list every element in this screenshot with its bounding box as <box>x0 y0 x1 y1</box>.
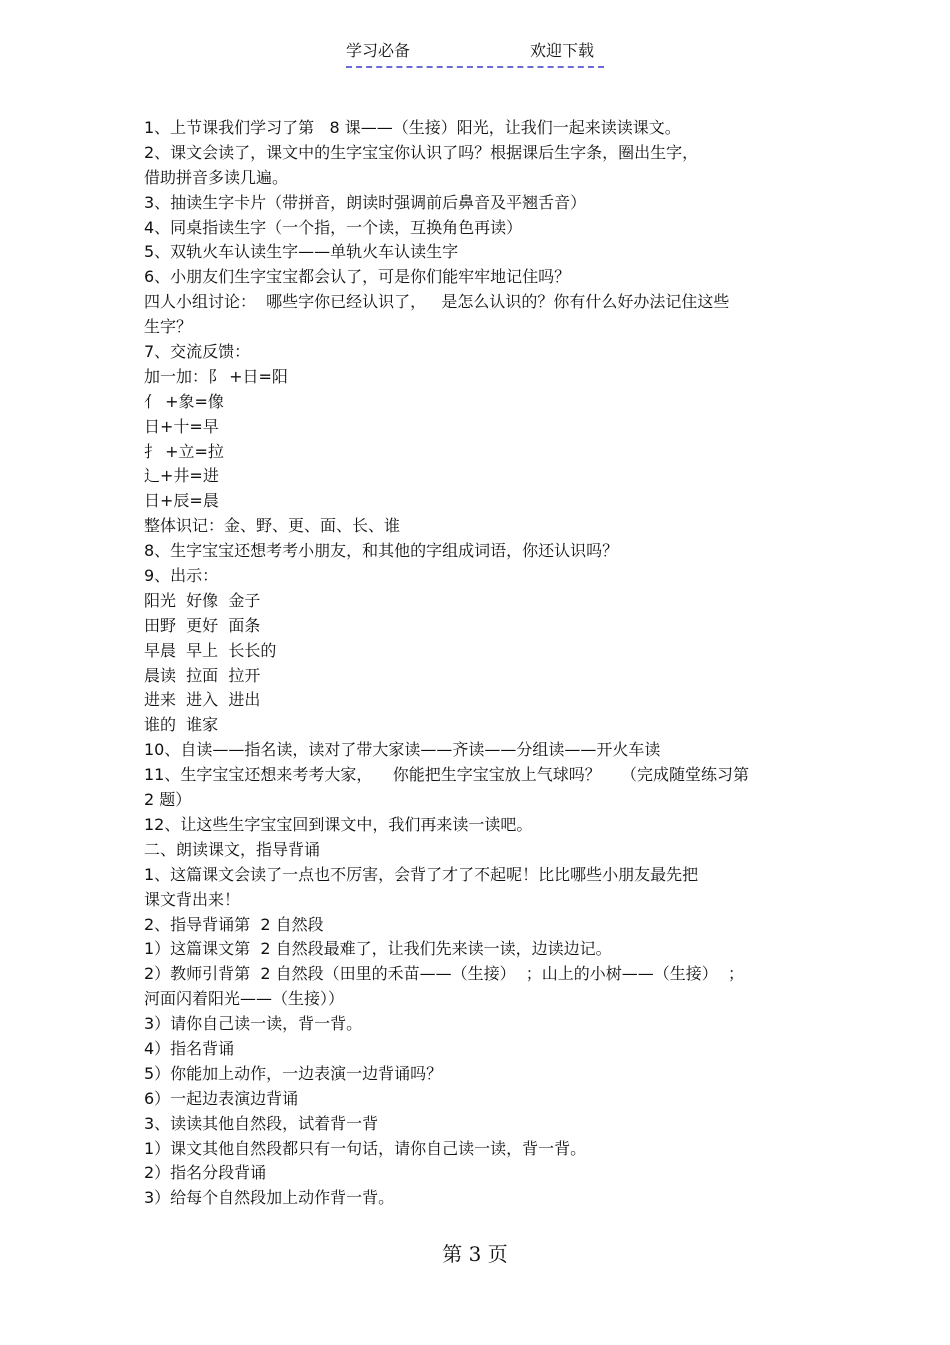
document-body <box>144 116 804 1211</box>
text-line: 整体识记：金、野、更、面、长、谁 <box>144 516 401 536</box>
text-line: 4）指名背诵 <box>144 1038 235 1058</box>
text-line: 阳光 好像 金子 <box>144 590 261 610</box>
header-left-text: 学习必备 <box>346 41 411 60</box>
page-header <box>346 40 604 68</box>
text-line: 日+十=早 <box>144 416 219 436</box>
text-line: 7、交流反馈： <box>144 342 251 362</box>
text-line: 2、课文会读了，课文中的生字宝宝你认识了吗？根据课后生字条，圈出生字， <box>144 142 699 162</box>
text-line: 1、这篇课文会读了一点也不厉害，会背了才了不起呢！比比哪些小朋友最先把 <box>144 864 699 884</box>
text-line: 借助拼音多读几遍。 <box>144 167 289 187</box>
text-line: 二、朗读课文，指导背诵 <box>144 839 321 859</box>
text-line: 3、抽读生字卡片（带拼音，朗读时强调前后鼻音及平翘舌音） <box>144 192 587 212</box>
text-line: 日+辰=晨 <box>144 491 219 511</box>
text-line: 河面闪着阳光——（生接）） <box>144 989 345 1009</box>
text-line: 谁的 谁家 <box>144 715 219 735</box>
text-line: 1）这篇课文第 2 自然段最难了，让我们先来读一读，边读边记。 <box>144 939 612 959</box>
text-line: 亻 +象=像 <box>144 391 224 411</box>
text-line: 晨读 拉面 拉开 <box>144 665 261 685</box>
page-number: 第 3 页 <box>442 1242 508 1266</box>
text-line: 2、指导背诵第 2 自然段 <box>144 914 324 934</box>
text-line: 3）请你自己读一读，背一背。 <box>144 1014 363 1034</box>
text-line: 4、同桌指读生字（一个指，一个读，互换角色再读） <box>144 217 523 237</box>
text-line: 1）课文其他自然段都只有一句话，请你自己读一读，背一背。 <box>144 1138 587 1158</box>
text-line: 6）一起边表演边背诵 <box>144 1088 299 1108</box>
text-line: 加一加：阝 +日=阳 <box>144 366 288 386</box>
text-line: 6、小朋友们生字宝宝都会认了，可是你们能牢牢地记住吗？ <box>144 267 571 287</box>
text-line: 田野 更好 面条 <box>144 615 261 635</box>
text-line: 早晨 早上 长长的 <box>144 640 277 660</box>
text-line: 9、出示： <box>144 566 219 586</box>
text-line: 2）教师引背第 2 自然段（田里的禾苗——（生接） ；山上的小树——（生接） ； <box>144 964 744 984</box>
text-line: 2 题） <box>144 790 192 810</box>
text-line: 生字？ <box>144 317 193 337</box>
text-line: 2）指名分段背诵 <box>144 1163 267 1183</box>
text-line: 1、上节课我们学习了第 8 课——（生接）阳光，让我们一起来读读课文。 <box>144 118 681 137</box>
text-line: 扌 +立=拉 <box>144 441 224 461</box>
text-line: 8、生字宝宝还想考考小朋友，和其他的字组成词语，你还认识吗？ <box>144 541 619 561</box>
header-right-text: 欢迎下载 <box>530 41 595 60</box>
text-line: 11、生字宝宝还想来考考大家， 你能把生字宝宝放上气球吗？ （完成随堂练习第 <box>144 765 750 785</box>
text-line: 课文背出来！ <box>144 889 241 909</box>
text-line: 12、让这些生字宝宝回到课文中，我们再来读一读吧。 <box>144 814 533 834</box>
text-line: 3、读读其他自然段，试着背一背 <box>144 1113 379 1133</box>
text-line: 四人小组讨论： 哪些字你已经认识了， 是怎么认识的？你有什么好办法记住这些 <box>144 292 730 312</box>
text-line: 进来 进入 进出 <box>144 690 261 710</box>
text-line: 5、双轨火车认读生字——单轨火车认读生字 <box>144 242 459 262</box>
text-line: 10、自读——指名读，读对了带大家读——齐读——分组读——开火车读 <box>144 740 661 760</box>
text-line: 辶+井=进 <box>144 466 219 486</box>
text-line: 3）给每个自然段加上动作背一背。 <box>144 1188 395 1208</box>
text-line: 5）你能加上动作，一边表演一边背诵吗？ <box>144 1063 443 1083</box>
